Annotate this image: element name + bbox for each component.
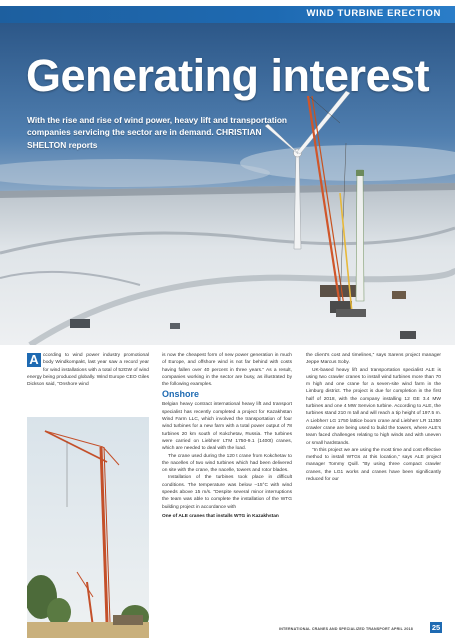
intro-paragraph: ccording to wind power industry promotional body Windkompakt, last year saw a record year for wind installations with a total of 52GW of wind energy being produced globally. Wind Europe CEO Giles Dickson said, “Onshore wind [27, 353, 149, 388]
paragraph: the client’s cost and timelines,” says Sarens project manager Jeppe Marcus Soby. [306, 353, 441, 366]
subheading-onshore: Onshore [162, 389, 200, 400]
crane-photo [27, 417, 149, 638]
photo-caption: One of ALE cranes that installs WTG in Kazakhstan [162, 513, 279, 519]
standfirst: With the rise and rise of wind power, heavy lift and transportation companies servicing the sector are in demand. CHRISTIAN SHELTON reports [27, 115, 288, 150]
paragraph: UK-based heavy lift and transportation specialist ALE is using two crawler cranes to install wind turbines more than 70 m high and one crane for a seven-site wind farm in the Limburg district. The project is due for completion in the first half of 2018, with the company installing 12 GE 3.4 MW turbines and one 4 MW Senvion turbine. According to ALE, the turbines stand 210 m tall and will reach a tip height of 197.5 m. A Liebherr LG 1750 lattice boom crane and Liebherr LR 11350 crawler crane are being used to build the towers, where ALE’s team faced challenges relating to high winds and with uneven or small hardstands. [306, 367, 441, 446]
publication-footer: INTERNATIONAL CRANES AND SPECIALIZED TRANSPORT APRIL 2018 [279, 627, 413, 631]
article-column-1 [27, 352, 149, 388]
section-header-bar [0, 6, 455, 23]
paragraph: is now the cheapest form of new power generation in much of Europe, and offshore wind is not far behind with costs having fallen over 40 percent in three years.” As a result, companies working in the sector are busy, as illustrated by the following examples. [162, 353, 292, 388]
paragraph: “In this project we are using the most time and cost effective method to install WTGs at this location,” says ALE project manager Tommy Quill. “By using three compact crawler cranes, the LG1 works and cranes have been significantly reduced for our [306, 447, 441, 483]
drop-cap: A [27, 353, 41, 367]
hero-photo [0, 23, 455, 345]
tower-crane-illustration [27, 417, 149, 638]
paragraph: Installation of the turbines took place in difficult conditions. The temperature was below –15°C with wind speeds above 15 m/s. “Despite several minor interruptions the team was able to complete the installation of the WTG building project in accordance with [162, 475, 292, 510]
headline: Generating interest [26, 50, 430, 101]
article-column-2 [162, 352, 292, 520]
paragraph: Belgian heavy contract international heavy lift and transport specialist has recently completed a project for Kazakhstan Wind Farm LLC, which involved the transportation of four wind turbines for a new farm with a total power output of 78 turbines 20 km south of Kokchetav, Russia. The turbines were carried on Liebherr LTM 1750-9.1 (1400t) cranes, which are needed to deal with the load. [162, 402, 292, 452]
article-column-3 [306, 352, 441, 483]
paragraph: The crane used during the 120 t crane from Kokchetav to the nacelles of two wind turbines which had been delivered on site with the crane, the nacelle, towers and rotor blades. [162, 453, 292, 474]
page-number: 25 [431, 623, 441, 632]
section-label: WIND TURBINE ERECTION [306, 8, 441, 19]
